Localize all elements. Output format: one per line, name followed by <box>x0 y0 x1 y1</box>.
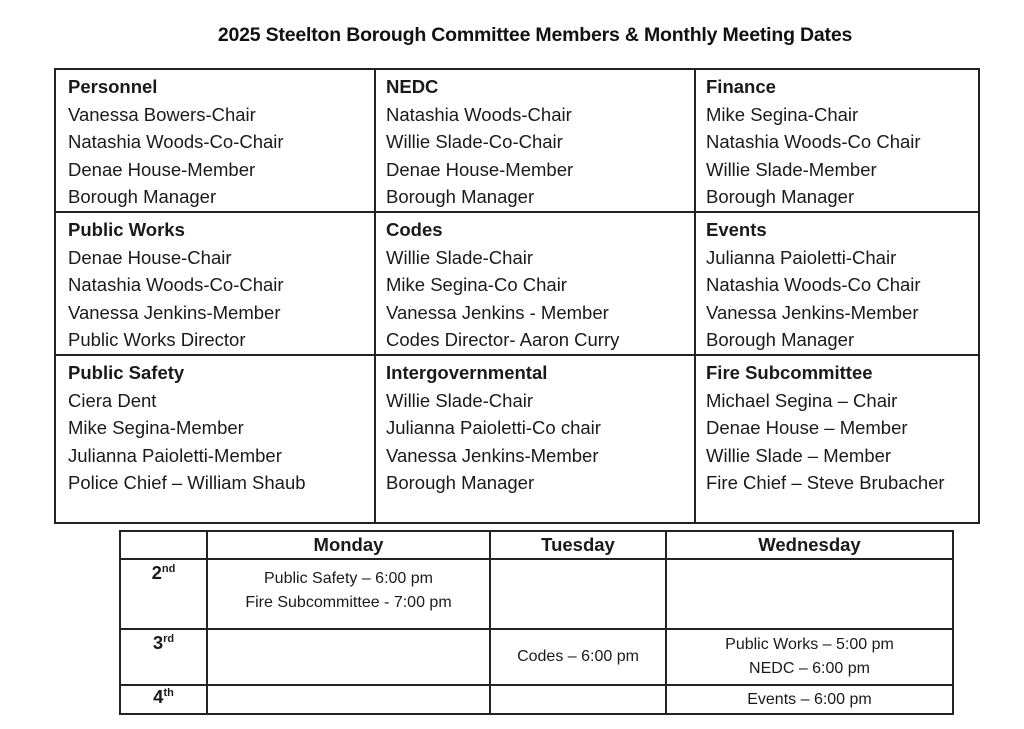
committee-name: Events <box>706 218 767 240</box>
document-title: 2025 Steelton Borough Committee Members & Monthly Meeting Dates <box>217 24 853 46</box>
member: Mike Segina-Chair <box>706 103 859 125</box>
committee-cell-events <box>695 212 979 355</box>
committee-name: Fire Subcommittee <box>706 361 873 383</box>
committee-name: NEDC <box>386 76 439 97</box>
week-suffix: th <box>163 687 174 699</box>
meeting-entry: Codes – 6:00 pm <box>517 648 639 665</box>
committee-name: Finance <box>706 76 776 97</box>
wednesday-cell <box>666 629 953 685</box>
member: Borough Manager <box>706 186 855 208</box>
wednesday-cell <box>666 559 953 629</box>
schedule-row-2nd <box>120 559 953 629</box>
member: Willie Slade-Co-Chair <box>386 131 563 153</box>
week-suffix: rd <box>163 633 175 645</box>
wednesday-cell <box>666 685 953 714</box>
week-number: 4 <box>153 686 164 707</box>
member: Mike Segina-Member <box>68 417 244 439</box>
meeting-entry: Fire Subcommittee - 7:00 pm <box>245 594 452 611</box>
member: Julianna Paioletti-Member <box>68 444 282 466</box>
committee-cell-public-works <box>55 212 375 355</box>
member: Willie Slade-Chair <box>386 246 534 268</box>
tuesday-cell <box>490 629 666 685</box>
member: Natashia Woods-Chair <box>386 103 572 125</box>
committee-cell-public-safety <box>55 355 375 523</box>
header-monday: Monday <box>207 531 490 559</box>
member: Vanessa Bowers-Chair <box>68 103 256 125</box>
committee-row <box>55 69 979 212</box>
committee-cell-personnel <box>55 69 375 212</box>
member: Natashia Woods-Co-Chair <box>68 131 284 153</box>
tuesday-cell <box>490 559 666 629</box>
member: Fire Chief – Steve Brubacher <box>706 472 945 494</box>
header-tuesday: Tuesday <box>490 531 666 559</box>
member: Natashia Woods-Co Chair <box>706 131 921 153</box>
member: Mike Segina-Co Chair <box>386 274 567 296</box>
committee-cell-nedc <box>375 69 695 212</box>
week-suffix: nd <box>161 563 176 575</box>
tuesday-cell <box>490 685 666 714</box>
meeting-entry: Public Safety – 6:00 pm <box>264 570 433 587</box>
member: Public Works Director <box>68 329 246 351</box>
committee-cell-intergovernmental <box>375 355 695 523</box>
committee-name: Codes <box>386 218 443 240</box>
member: Willie Slade – Member <box>706 444 892 466</box>
committee-name: Public Safety <box>68 361 185 383</box>
committee-row <box>55 212 979 355</box>
meeting-entry: Events – 6:00 pm <box>747 690 872 708</box>
member: Willie Slade-Member <box>706 158 877 180</box>
member: Natashia Woods-Co-Chair <box>68 274 284 296</box>
week-label <box>120 629 207 685</box>
week-label <box>120 559 207 629</box>
member: Borough Manager <box>68 186 217 208</box>
member: Michael Segina – Chair <box>706 389 898 411</box>
member: Vanessa Jenkins-Member <box>706 301 919 323</box>
committee-members-table <box>54 68 980 524</box>
committee-name: Personnel <box>68 76 158 97</box>
member: Police Chief – William Shaub <box>68 472 306 494</box>
header-week <box>120 531 207 559</box>
week-number: 3 <box>152 632 164 653</box>
member: Borough Manager <box>386 472 535 494</box>
member: Denae House – Member <box>706 417 908 439</box>
member: Vanessa Jenkins-Member <box>68 301 281 323</box>
member: Borough Manager <box>706 329 855 351</box>
committee-name: Intergovernmental <box>386 361 548 383</box>
member: Denae House-Member <box>68 158 256 180</box>
member: Codes Director- Aaron Curry <box>386 329 620 351</box>
committee-cell-codes <box>375 212 695 355</box>
member: Vanessa Jenkins-Member <box>386 444 599 466</box>
member: Denae House-Member <box>386 158 574 180</box>
schedule-row-4th <box>120 685 953 714</box>
meeting-entry: Public Works – 5:00 pm <box>725 636 894 653</box>
meeting-entry: NEDC – 6:00 pm <box>749 660 870 677</box>
member: Borough Manager <box>386 186 535 208</box>
meeting-schedule-table <box>119 530 954 715</box>
committee-name: Public Works <box>68 218 185 240</box>
member: Julianna Paioletti-Co chair <box>386 417 601 439</box>
header-wednesday: Wednesday <box>666 531 953 559</box>
member: Vanessa Jenkins - Member <box>386 301 609 323</box>
committee-cell-fire-subcommittee <box>695 355 979 523</box>
monday-cell <box>207 685 490 714</box>
week-label <box>120 685 207 714</box>
member: Denae House-Chair <box>68 246 232 268</box>
member: Julianna Paioletti-Chair <box>706 246 897 268</box>
committee-row <box>55 355 979 523</box>
committee-cell-finance <box>695 69 979 212</box>
monday-cell <box>207 559 490 629</box>
member: Willie Slade-Chair <box>386 389 534 411</box>
schedule-row-3rd <box>120 629 953 685</box>
member: Natashia Woods-Co Chair <box>706 274 921 296</box>
member: Ciera Dent <box>68 389 157 411</box>
monday-cell <box>207 629 490 685</box>
schedule-header-row <box>120 531 953 559</box>
week-number: 2 <box>151 562 162 583</box>
